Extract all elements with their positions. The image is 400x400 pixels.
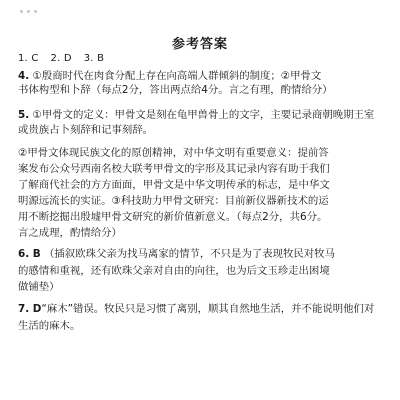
scan-dots-decoration <box>20 10 40 16</box>
q6-line-2: 的感情和重视，还有欧珠父亲对自由的向往，也为后文玉珍走出困境 <box>18 265 330 277</box>
q4-line-1 <box>18 70 321 83</box>
q6-number: 6. B <box>18 248 41 260</box>
q6-line-3: 做铺垫） <box>18 281 60 293</box>
q5-line-6: 明源远流长的实证。③科技助力甲骨文研究：目前新仪器新技术的运 <box>18 195 329 207</box>
q5-line-2: 或贵族占卜刻辞和记事刻辞。 <box>18 124 154 136</box>
q5-line-8: 言之成理，酌情给分） <box>18 227 122 239</box>
q7-number: 7. D <box>18 303 42 315</box>
q7-line-2: 生活的麻木。 <box>18 320 81 332</box>
q5-number: 5. <box>18 109 30 121</box>
q6-text-1: （插叙欧珠父亲为找马离家的情节，不只是为了表现牧民对牧马 <box>44 248 335 260</box>
q5-line-7: 用不断挖掘出殷墟甲骨文研究的新价值新意义。（每点2分，共6分。 <box>18 211 328 223</box>
q7-line-1 <box>18 303 374 316</box>
q5-line-1 <box>18 109 374 122</box>
q6-line-1 <box>18 248 335 261</box>
q7-text-1: “麻木”错误。牧民只是习惯了离别，顺其自然地生活，并不能说明他们对 <box>41 303 375 315</box>
q5-text-1: ①甲骨文的定义：甲骨文是刻在龟甲兽骨上的文字，主要记录商朝晚期王室 <box>32 109 375 121</box>
page-title: 参考答案 <box>171 37 228 52</box>
q5-line-4: 案发布公众号西南名校大联考甲骨文的字形及其记录内容有助于我们 <box>18 163 330 175</box>
q5-line-5: 了解商代社会的方方面面，甲骨文是中华文明传承的标志，是中华文 <box>18 179 330 191</box>
answer-3: 3. B <box>83 53 105 64</box>
answer-2: 2. D <box>50 53 72 64</box>
q4-text-1: ①殷商时代在肉食分配上存在向高端人群倾斜的制度；②甲骨文 <box>32 70 322 82</box>
multiple-choice-answers <box>18 52 104 65</box>
q5-line-3: ②甲骨文体现民族文化的原创精神，对中华文明有重要意义：提前答 <box>18 147 329 159</box>
answer-1: 1. C <box>18 53 39 64</box>
q4-number: 4. <box>18 70 30 82</box>
q4-line-2: 书体构型和卜辞（每点2分，答出两点给4分。言之有理，酌情给分） <box>18 84 333 96</box>
